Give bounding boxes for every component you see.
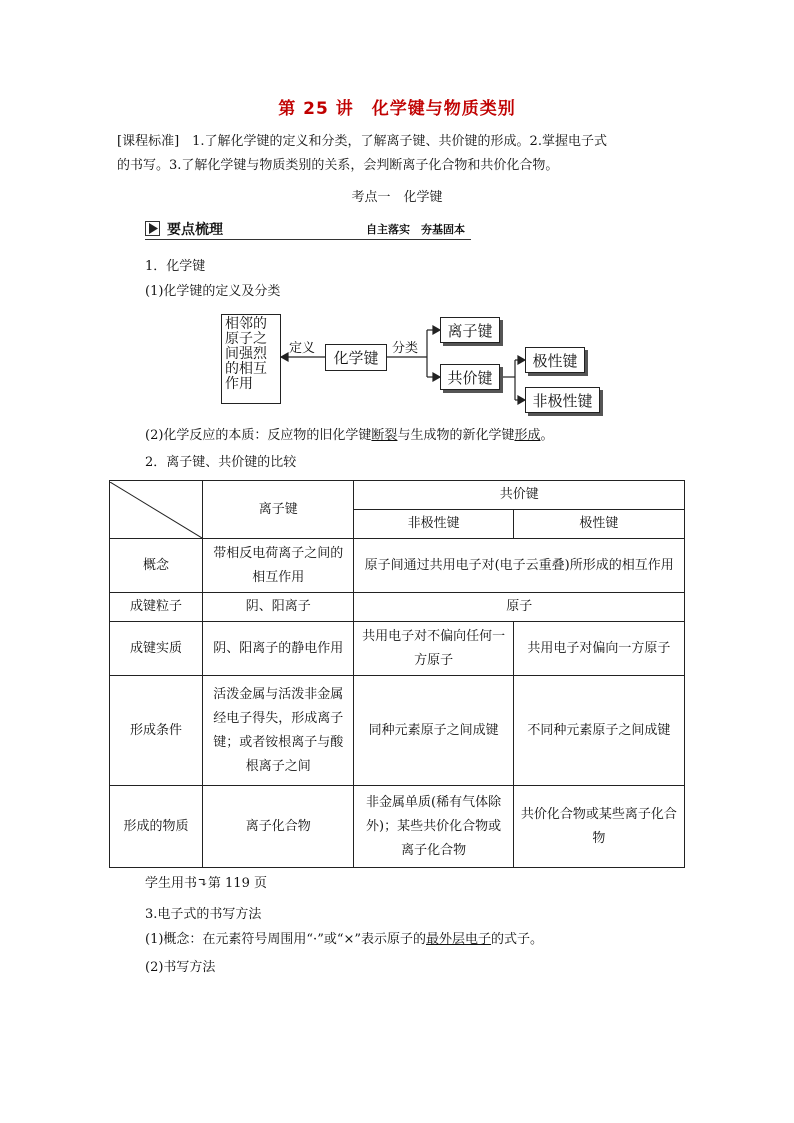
s1-heading: 1．化学键 xyxy=(145,259,206,274)
header-ionic: 离子键 xyxy=(203,481,354,539)
cell-ionic: 活泼金属与活泼非金属经电子得失，形成离子键；或者铵根离子与酸根离子之间 xyxy=(203,676,354,786)
answer-outermost-electrons: 最外层电子 xyxy=(426,932,492,947)
course-standard-line-2: 的书写。3.了解化学键与物质类别的关系，会判断离子化合物和共价化合物。 xyxy=(117,158,559,173)
cell-ionic: 阴、阳离子 xyxy=(203,593,354,622)
section-tagline: 自主落实 夯基固本 xyxy=(366,223,465,236)
cell-nonpolar: 共用电子对不偏向任何一方原子 xyxy=(354,622,513,676)
comparison-table xyxy=(109,480,685,868)
table-row xyxy=(110,593,685,622)
cell-nonpolar: 同种元素原子之间成键 xyxy=(354,676,513,786)
answer-form: 形成 xyxy=(514,428,541,443)
definition-label: 定义 xyxy=(289,341,316,356)
polar-bond-box: 极性键 xyxy=(525,347,585,373)
reaction-essence-mid: 与生成物的新化学键 xyxy=(397,428,515,443)
section-label: 要点梳理 xyxy=(167,222,223,238)
diagonal-header-cell xyxy=(110,481,203,539)
ionic-bond-box: 离子键 xyxy=(440,317,500,343)
cell-polar: 共用电子对偏向一方原子 xyxy=(513,622,684,676)
play-icon xyxy=(145,221,160,236)
header-polar: 极性键 xyxy=(513,510,684,539)
row-label: 概念 xyxy=(110,539,203,593)
cell-ionic: 阴、阳离子的静电作用 xyxy=(203,622,354,676)
s1-subheading: (1)化学键的定义及分类 xyxy=(145,284,281,299)
s2-heading: 2．离子键、共价键的比较 xyxy=(145,455,297,470)
s3-writing-method: (2)书写方法 xyxy=(145,960,216,975)
cell-covalent: 原子间通过共用电子对(电子云重叠)所形成的相互作用 xyxy=(354,539,685,593)
cell-polar: 不同种元素原子之间成键 xyxy=(513,676,684,786)
answer-break: 断裂 xyxy=(371,428,398,443)
definition-line: 原子之 xyxy=(225,331,267,347)
row-label: 成键实质 xyxy=(110,622,203,676)
course-standard-line-1: [课程标准] 1.了解化学键的定义和分类，了解离子键、共价键的形成。2.掌握电子式 xyxy=(117,134,607,149)
table-row xyxy=(110,676,685,786)
definition-line: 的相互 xyxy=(225,361,267,377)
table-row xyxy=(110,622,685,676)
row-label: 形成的物质 xyxy=(110,786,203,868)
s3-concept-prefix: (1)概念：在元素符号周围用“·”或“×”表示原子的 xyxy=(145,932,427,947)
definition-line: 作用 xyxy=(225,376,253,392)
reaction-essence-prefix: (2)化学反应的本质：反应物的旧化学键 xyxy=(145,428,372,443)
reaction-essence-end: 。 xyxy=(540,428,554,443)
header-covalent: 共价键 xyxy=(354,481,685,510)
chemical-bond-box: 化学键 xyxy=(325,344,387,371)
s3-concept-end: 的式子。 xyxy=(491,932,544,947)
cell-ionic: 带相反电荷离子之间的相互作用 xyxy=(203,539,354,593)
section-bar xyxy=(145,219,471,240)
cell-ionic: 离子化合物 xyxy=(203,786,354,868)
nonpolar-bond-box: 非极性键 xyxy=(525,387,600,413)
diagonal-line xyxy=(110,482,202,538)
header-nonpolar: 非极性键 xyxy=(354,510,513,539)
definition-box xyxy=(221,314,281,404)
definition-line: 间强烈 xyxy=(225,346,267,362)
cell-polar: 共价化合物或某些离子化合物 xyxy=(513,786,684,868)
classification-label: 分类 xyxy=(392,341,419,356)
reaction-essence xyxy=(145,424,705,448)
row-label: 成键粒子 xyxy=(110,593,203,622)
cell-nonpolar: 非金属单质(稀有气体除外)；某些共价化合物或离子化合物 xyxy=(354,786,513,868)
topic-heading: 考点一 化学键 xyxy=(351,190,443,205)
page-reference: 学生用书↴第 119 页 xyxy=(145,876,267,891)
s3-concept xyxy=(145,928,705,952)
table-row xyxy=(110,786,685,868)
table-row xyxy=(110,539,685,593)
covalent-bond-box: 共价键 xyxy=(440,364,500,390)
definition-line: 相邻的 xyxy=(225,316,267,332)
page-title: 第 25 讲 化学键与物质类别 xyxy=(278,99,516,119)
cell-covalent: 原子 xyxy=(354,593,685,622)
s3-heading: 3.电子式的书写方法 xyxy=(145,907,262,922)
row-label: 形成条件 xyxy=(110,676,203,786)
